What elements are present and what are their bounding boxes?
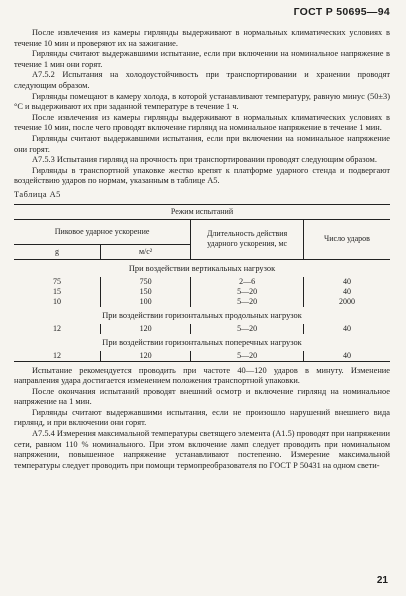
mode-header: Режим испытаний [14,204,390,219]
table-row [14,287,390,297]
page-content [14,28,390,471]
cell-ms2: 120 [100,324,190,334]
table-row [14,351,390,362]
text-after-table [14,366,390,472]
cell-count: 40 [304,351,391,362]
table-row [14,324,390,334]
paragraph: Гирлянды помещают в камеру холода, в которой устанавливают температуру, равную минус (50±3) °С и выдерживают их при заданной температуре в течение 1 ч. [14,91,390,112]
cell-duration: 5—20 [191,297,304,307]
paragraph: После извлечения из камеры гирлянды выдерживают в нормальных климатических условиях в течение 10 мин и проверяют их на зажигание. [14,28,390,48]
paragraph: Гирлянды в транспортной упаковке жестко крепят к платформе ударного стенда и подвергают воздействию ударов по нормам, указанным в таблице А5. [14,165,390,186]
section-title: При воздействии вертикальных нагрузок [128,263,276,273]
paragraph: А7.5.4 Измерения максимальной температуры светящего элемента (А1.5) проводят при напряжении сети, равном 110 % номинального. При этом включение ламп следует проводить при номинальном напряжении, повышенное напряжение устанавливают постепенно. Измерение максимальной температуры следует проводить при помощи термопреобразователя по ГОСТ Р 50431 на одном свети- [14,429,390,470]
cell-ms2: 750 [100,277,190,287]
paragraph: Гирлянды считают выдержавшими испытания, если при включении на номинальное напряжение они горят. [14,133,390,154]
cell-g: 15 [14,287,100,297]
cell-count: 40 [343,276,351,286]
paragraph: После извлечения из камеры гирлянды выдерживают в нормальных климатических условиях в течение 10 мин, после чего проводят включение гирлянд на номинальное напряжение в течение 1 мин. [14,112,390,133]
cell-duration: 2—6 [191,277,304,287]
cell-g: 75 [14,277,100,287]
cell-count: 40 [343,323,351,333]
paragraph: Испытание рекомендуется проводить при частоте 40—120 ударов в минуту. Изменение направления удара достигается изменением положения транспортной упаковки. [14,365,390,386]
cell-count: 2000 [339,296,355,306]
cell-duration: 5—20 [191,287,304,297]
cell-g: 12 [14,324,100,334]
impact-test-table [14,204,390,362]
section-title: При воздействии горизонтальных продольных нагрузок [102,310,302,320]
duration-column-header: Длительность действия ударного ускорения, мс [191,219,304,259]
table-row [14,277,390,287]
count-column-header: Число ударов [304,219,391,259]
cell-ms2: 120 [100,351,190,362]
paragraph: После окончания испытаний проводят внешний осмотр и включение гирлянд на номинальное напряжение на 1 мин. [14,386,390,407]
table-row [14,297,390,307]
document-header: ГОСТ Р 50695—94 [293,6,390,18]
text-before-table [14,28,390,187]
cell-g: 12 [14,351,100,362]
unit-g-header: g [14,244,100,259]
paragraph: Гирлянды считают выдержавшими испытания, если не произошло нарушений внешнего вида гирлянд, и при включении они горят. [14,407,390,428]
cell-g: 10 [14,297,100,307]
section-title: При воздействии горизонтальных поперечных нагрузок [102,337,302,347]
page-number: 21 [376,575,388,586]
cell-duration: 5—20 [191,324,304,334]
paragraph: А7.5.3 Испытания гирлянд на прочность при транспортировании проводят следующим образом. [32,155,377,165]
accel-column-header: Пиковое ударное ускорение [14,219,191,244]
paragraph: А7.5.2 Испытания на холодоустойчивость при транспортировании и хранении проводят следующим образом. [14,70,390,90]
table-caption: Таблица А5 [14,189,61,199]
paragraph: Гирлянды считают выдержавшими испытание, если при включении на номинальное напряжение в течение 1 мин они горят. [14,49,390,69]
cell-ms2: 100 [100,297,190,307]
cell-ms2: 150 [100,287,190,297]
cell-count: 40 [343,286,351,296]
unit-ms2-header: м/с² [100,244,190,259]
cell-duration: 5—20 [191,351,304,362]
